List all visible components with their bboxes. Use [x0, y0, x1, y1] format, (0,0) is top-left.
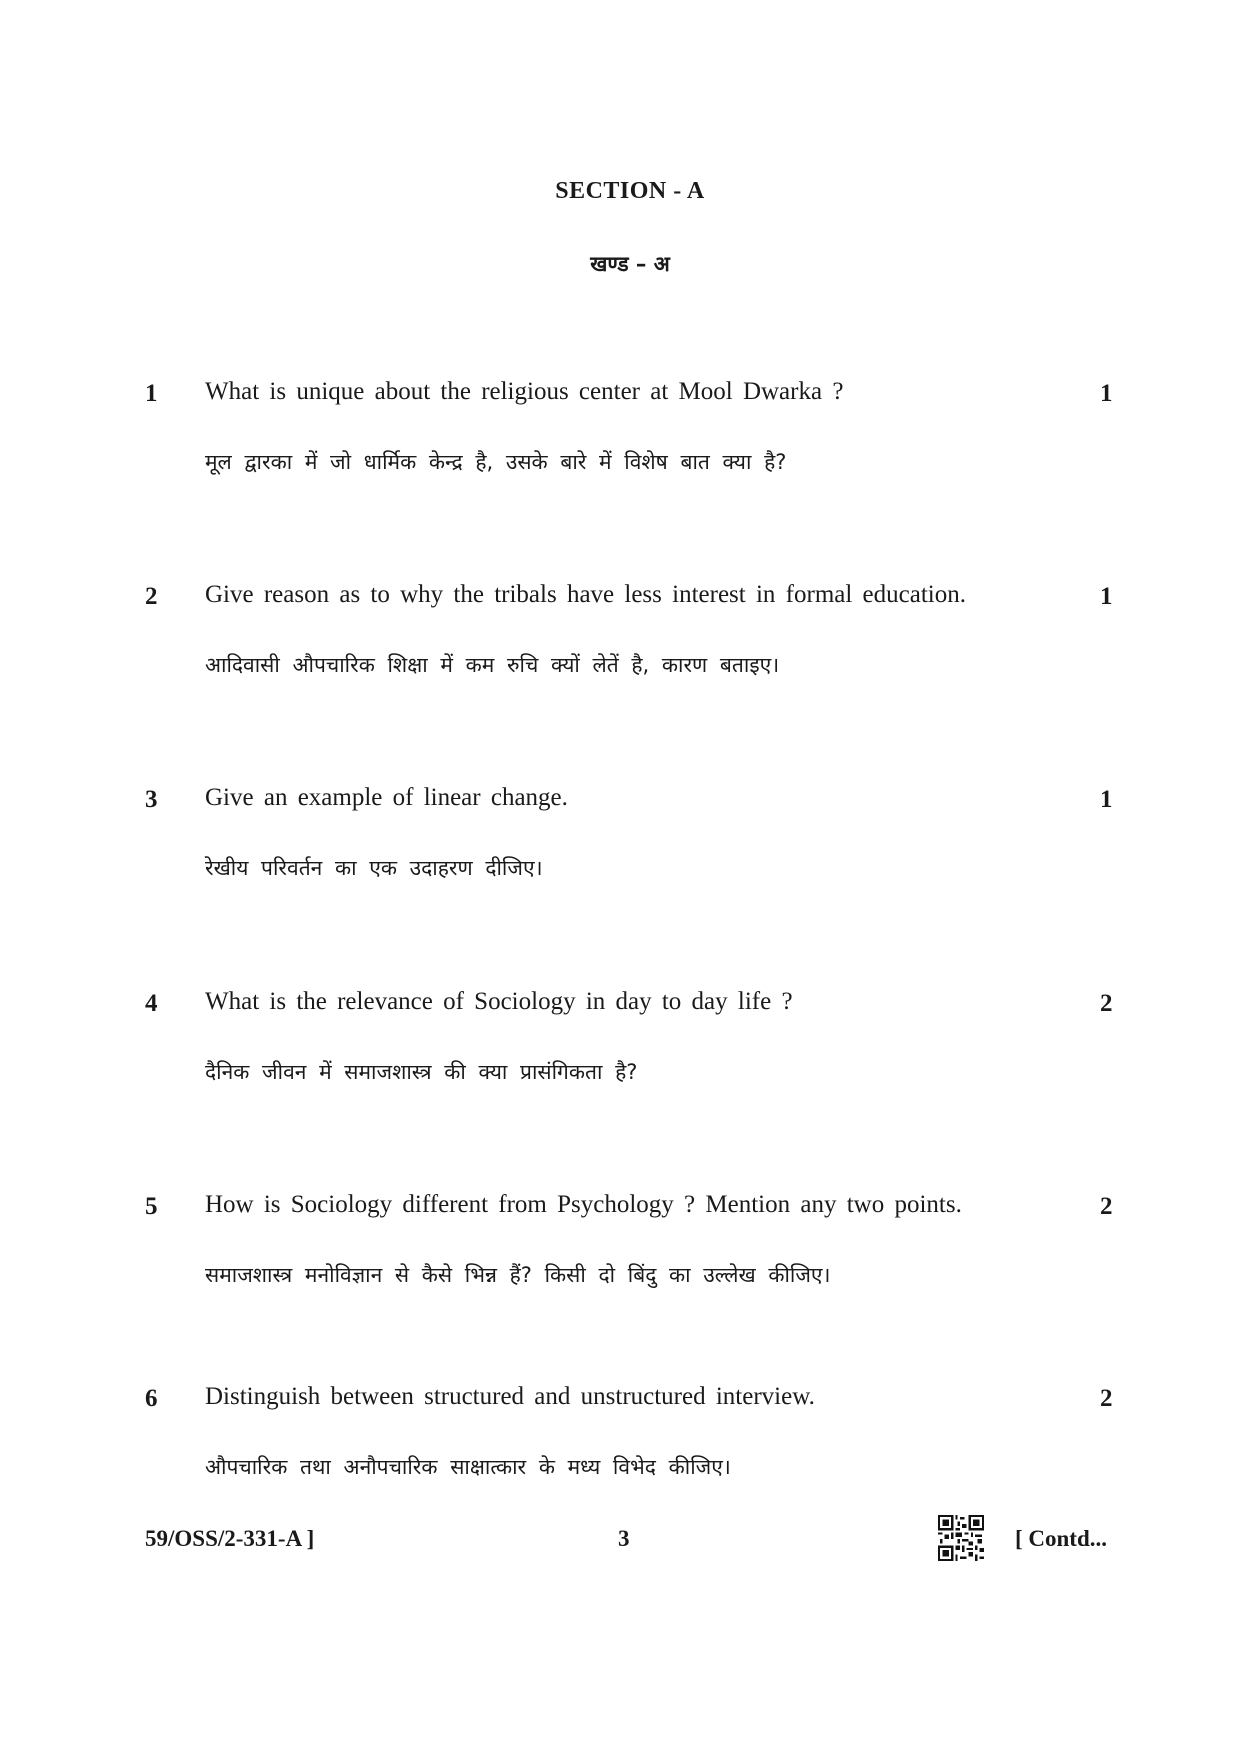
question-text-english: Give an example of linear change.	[205, 784, 568, 811]
question-item	[0, 380, 1240, 520]
question-item	[0, 583, 1240, 723]
question-item	[0, 1385, 1240, 1525]
question-text-hindi: औपचारिक तथा अनौपचारिक साक्षात्कार के मध्य विभेद कीजिए।	[205, 1455, 731, 1479]
question-number: 2	[145, 583, 158, 610]
question-text-hindi: रेखीय परिवर्तन का एक उदाहरण दीजिए।	[205, 856, 543, 880]
question-marks: 2	[1100, 1385, 1113, 1412]
continued-marker: [ Contd...	[1015, 1526, 1108, 1551]
question-text-english: How is Sociology different from Psychology ? Mention any two points.	[205, 1191, 962, 1218]
question-marks: 1	[1100, 786, 1113, 813]
question-marks: 2	[1100, 990, 1113, 1017]
question-number: 4	[145, 990, 158, 1017]
question-item	[0, 786, 1240, 926]
question-item	[0, 1193, 1240, 1333]
paper-code: 59/OSS/2-331-A ]	[145, 1526, 315, 1551]
question-marks: 1	[1100, 380, 1113, 407]
qr-code-icon	[938, 1515, 984, 1561]
page-number: 3	[618, 1526, 630, 1551]
section-title-hindi: खण्ड – अ	[590, 252, 670, 276]
question-text-english: What is unique about the religious center at Mool Dwarka ?	[205, 378, 844, 405]
question-text-hindi: दैनिक जीवन में समाजशास्त्र की क्या प्रासंगिकता है?	[205, 1060, 638, 1084]
question-marks: 1	[1100, 583, 1113, 610]
question-text-english: Give reason as to why the tribals have less interest in formal education.	[205, 581, 966, 608]
question-text-english: Distinguish between structured and unstructured interview.	[205, 1383, 815, 1410]
question-number: 5	[145, 1193, 158, 1220]
question-number: 1	[145, 380, 158, 407]
section-title: SECTION - A	[555, 178, 705, 204]
question-number: 6	[145, 1385, 158, 1412]
question-text-hindi: आदिवासी औपचारिक शिक्षा में कम रुचि क्यों लेतें है, कारण बताइए।	[205, 653, 780, 677]
question-item	[0, 990, 1240, 1130]
question-text-hindi: समाजशास्त्र मनोविज्ञान से कैसे भिन्न हैं? किसी दो बिंदु का उल्लेख कीजिए।	[205, 1263, 831, 1287]
question-marks: 2	[1100, 1193, 1113, 1220]
question-text-english: What is the relevance of Sociology in day to day life ?	[205, 988, 793, 1015]
question-number: 3	[145, 786, 158, 813]
question-text-hindi: मूल द्वारका में जो धार्मिक केन्द्र है, उसके बारे में विशेष बात क्या है?	[205, 450, 787, 474]
